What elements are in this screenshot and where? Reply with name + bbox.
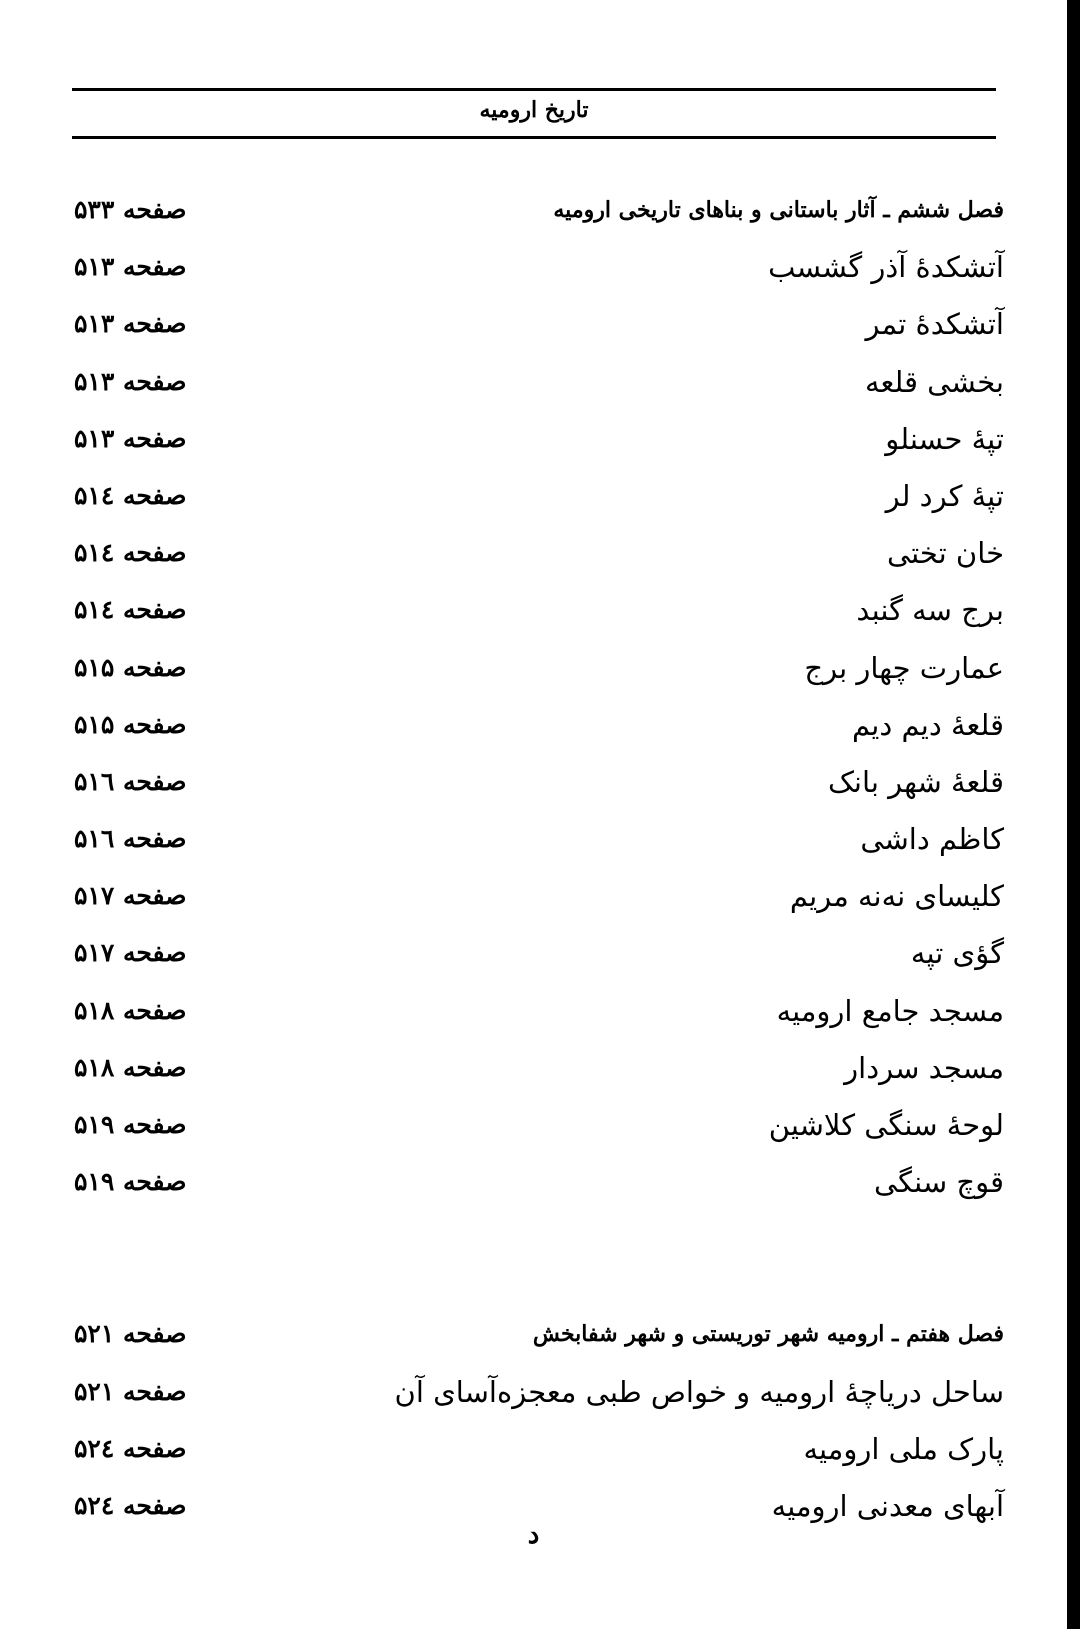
toc-entry-row <box>74 590 1004 647</box>
entry-title: قلعهٔ شهر بانک <box>827 764 1004 799</box>
page-reference: صفحه ۵۲۱ <box>74 1319 187 1349</box>
toc-entry-row <box>74 991 1004 1048</box>
toc-entry-row <box>74 648 1004 705</box>
running-head: تاریخ ارومیه <box>479 97 589 123</box>
page-reference: صفحه ۵۱۳ <box>74 309 187 339</box>
entry-title: آبهای معدنی ارومیه <box>771 1488 1004 1523</box>
toc-entry-row <box>74 304 1004 361</box>
toc-entry-row <box>74 1048 1004 1105</box>
page-reference: صفحه ۵۱۸ <box>74 1052 187 1082</box>
toc-entry-row <box>74 762 1004 819</box>
entry-title: قوچ سنگی <box>873 1165 1004 1200</box>
toc-entry-row <box>74 705 1004 762</box>
toc-chapter-row <box>74 190 1004 247</box>
toc-entry-row <box>74 819 1004 876</box>
page-reference: صفحه ۵۱۵ <box>74 709 187 739</box>
toc-entry-row <box>74 1105 1004 1162</box>
entry-title: کلیسای نه‌نه مریم <box>789 879 1004 914</box>
page-reference: صفحه ۵۱۸ <box>74 995 187 1025</box>
page-reference: صفحه ۵۱٤ <box>74 595 187 625</box>
page-reference: صفحه ۵۲۱ <box>74 1376 187 1406</box>
toc-entry-row <box>74 362 1004 419</box>
entry-title: پارک ملی ارومیه <box>803 1431 1004 1466</box>
page-reference: صفحه ۵۱۳ <box>74 423 187 453</box>
page-reference: صفحه ۵۱۷ <box>74 881 187 911</box>
entry-title: کاظم داشی <box>860 822 1004 857</box>
entry-title: گؤی تپه <box>910 936 1004 971</box>
toc-entry-row <box>74 1429 1004 1486</box>
page-reference: صفحه ۵۱۹ <box>74 1110 187 1139</box>
toc-entry-row <box>74 247 1004 304</box>
page-reference: صفحه ۵۲٤ <box>74 1433 187 1463</box>
entry-title: خان تختی <box>887 536 1004 571</box>
page-reference: صفحه ۵۱۷ <box>74 938 187 968</box>
entry-title: ساحل دریاچهٔ ارومیه و خواص طبی معجزه‌آسای آن <box>394 1374 1004 1409</box>
entry-title: لوحهٔ سنگی کلاشین <box>768 1108 1004 1142</box>
page-folio: د <box>527 1520 540 1550</box>
entry-title: مسجد جامع ارومیه <box>776 993 1004 1028</box>
entry-title: برج سه گنبد <box>856 593 1004 628</box>
page-reference: صفحه ۵۱۵ <box>74 652 187 682</box>
toc-chapter-row <box>74 1314 1004 1371</box>
chapter-title: فصل هفتم ـ ارومیه شهر توریستی و شهر شفابخش <box>532 1321 1004 1348</box>
toc-entry-row <box>74 933 1004 990</box>
toc-entry-row <box>74 533 1004 590</box>
header-rule-top <box>72 88 996 91</box>
header-rule-bottom <box>72 136 996 139</box>
toc-entry-row <box>74 1372 1004 1429</box>
page-reference: صفحه ۵۱٤ <box>74 480 187 510</box>
page-reference: صفحه ۵۱۹ <box>74 1167 187 1197</box>
page-reference: صفحه ۵۲٤ <box>74 1490 187 1520</box>
chapter-title: فصل ششم ـ آثار باستانی و بناهای تاریخی ارومیه <box>553 197 1004 223</box>
entry-title: تپهٔ حسنلو <box>885 421 1004 456</box>
page-reference: صفحه ۵۱٤ <box>74 538 187 568</box>
entry-title: مسجد سردار <box>844 1050 1004 1085</box>
entry-title: آتشکدهٔ آذر گشسب <box>768 250 1004 285</box>
page-reference: صفحه ۵۱۳ <box>74 366 187 396</box>
page-reference: صفحه ۵۱٦ <box>74 824 187 854</box>
toc-entry-row <box>74 876 1004 933</box>
entry-title: بخشی قلعه <box>864 364 1004 399</box>
toc-entry-row <box>74 1162 1004 1219</box>
entry-title: عمارت چهار برج <box>804 650 1004 685</box>
entry-title: قلعهٔ دیم دیم <box>851 707 1004 742</box>
page-reference: صفحه ۵۱٦ <box>74 766 187 796</box>
entry-title: آتشکدهٔ تمر <box>865 307 1004 342</box>
table-of-contents <box>74 190 1004 1543</box>
toc-entry-row <box>74 476 1004 533</box>
page-reference: صفحه ۵۱۳ <box>74 252 187 282</box>
toc-entry-row <box>74 419 1004 476</box>
entry-title: تپهٔ کرد لر <box>885 478 1004 513</box>
page-reference: صفحه ۵۳۳ <box>74 195 187 224</box>
